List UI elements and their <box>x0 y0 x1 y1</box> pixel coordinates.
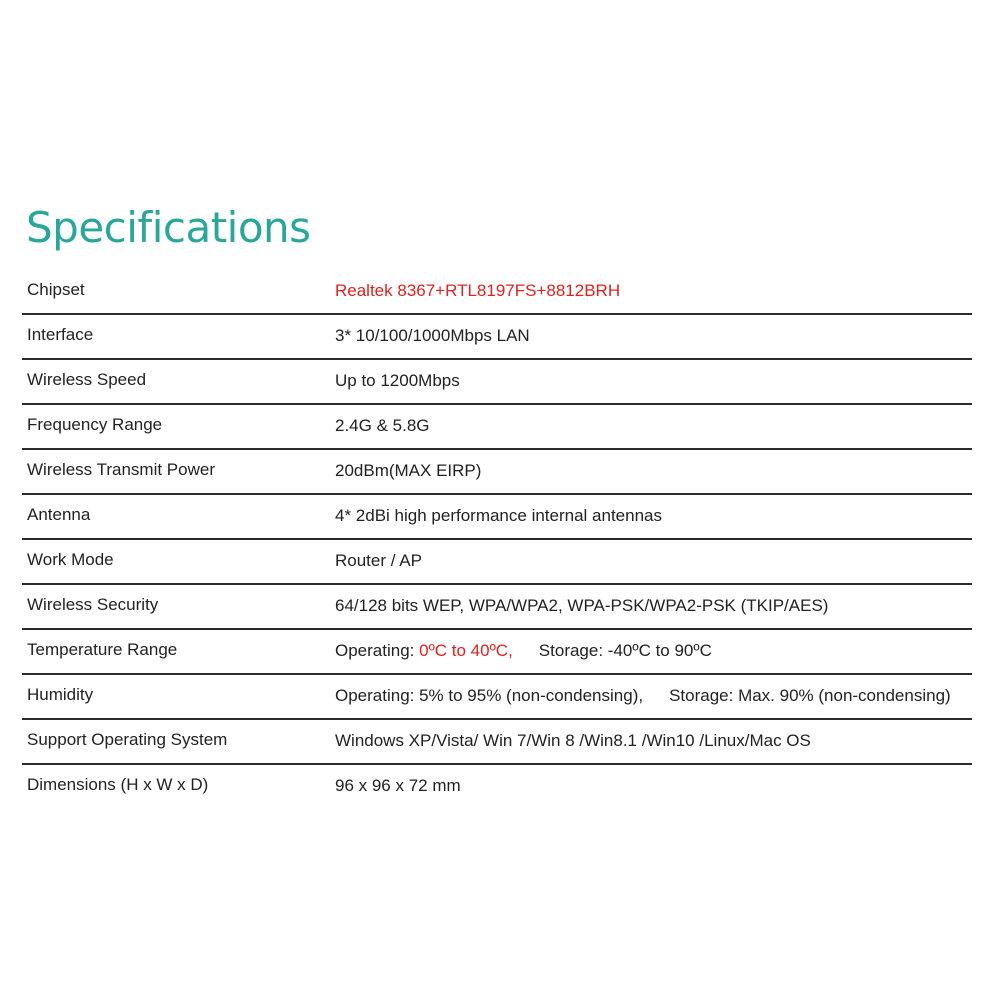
spec-row-frequency-range <box>22 405 972 450</box>
page-title: Specifications <box>26 203 311 252</box>
spec-row-transmit-power <box>22 450 972 495</box>
spec-value-work-mode: Router / AP <box>335 551 422 570</box>
humidity-operating: Operating: 5% to 95% (non-condensing), <box>335 686 644 705</box>
spec-label-humidity: Humidity <box>27 685 94 704</box>
spec-label-wireless-security: Wireless Security <box>27 595 159 614</box>
spec-label-chipset: Chipset <box>27 280 85 299</box>
spec-value-temperature-range <box>335 641 712 661</box>
spec-row-chipset <box>22 270 972 315</box>
spec-label-temperature-range: Temperature Range <box>27 640 178 659</box>
spec-row-antenna <box>22 495 972 540</box>
spec-row-operating-system <box>22 720 972 765</box>
spec-value-humidity <box>335 686 951 706</box>
spec-row-temperature-range <box>22 630 972 675</box>
spec-row-interface <box>22 315 972 360</box>
temperature-storage: Storage: -40ºC to 90ºC <box>538 641 712 660</box>
spec-label-antenna: Antenna <box>27 505 91 524</box>
spec-row-dimensions <box>22 765 972 810</box>
spec-label-interface: Interface <box>27 325 94 344</box>
spec-label-operating-system: Support Operating System <box>27 730 228 749</box>
spec-value-chipset: Realtek 8367+RTL8197FS+8812BRH <box>335 281 621 300</box>
spec-value-transmit-power: 20dBm(MAX EIRP) <box>335 461 482 480</box>
temperature-operating-prefix: Operating: <box>335 641 420 660</box>
spec-row-wireless-speed <box>22 360 972 405</box>
spec-value-operating-system: Windows XP/Vista/ Win 7/Win 8 /Win8.1 /Win10 /Linux/Mac OS <box>335 731 811 750</box>
humidity-storage: Storage: Max. 90% (non-condensing) <box>669 686 951 705</box>
temperature-operating-value: 0ºC to 40ºC, <box>419 641 513 660</box>
spec-label-dimensions: Dimensions (H x W x D) <box>27 775 209 794</box>
spec-value-antenna: 4* 2dBi high performance internal antennas <box>335 506 662 525</box>
spec-value-wireless-security: 64/128 bits WEP, WPA/WPA2, WPA-PSK/WPA2-PSK (TKIP/AES) <box>335 596 829 615</box>
spec-label-wireless-speed: Wireless Speed <box>27 370 147 389</box>
spec-label-frequency-range: Frequency Range <box>27 415 163 434</box>
spec-row-wireless-security <box>22 585 972 630</box>
spec-value-dimensions: 96 x 96 x 72 mm <box>335 776 461 795</box>
spec-row-work-mode <box>22 540 972 585</box>
spec-value-wireless-speed: Up to 1200Mbps <box>335 371 460 390</box>
spec-value-frequency-range: 2.4G & 5.8G <box>335 416 430 435</box>
spec-label-work-mode: Work Mode <box>27 550 114 569</box>
spec-value-interface: 3* 10/100/1000Mbps LAN <box>335 326 530 345</box>
spec-row-humidity <box>22 675 972 720</box>
spec-label-transmit-power: Wireless Transmit Power <box>27 460 215 479</box>
spec-table <box>22 270 972 810</box>
